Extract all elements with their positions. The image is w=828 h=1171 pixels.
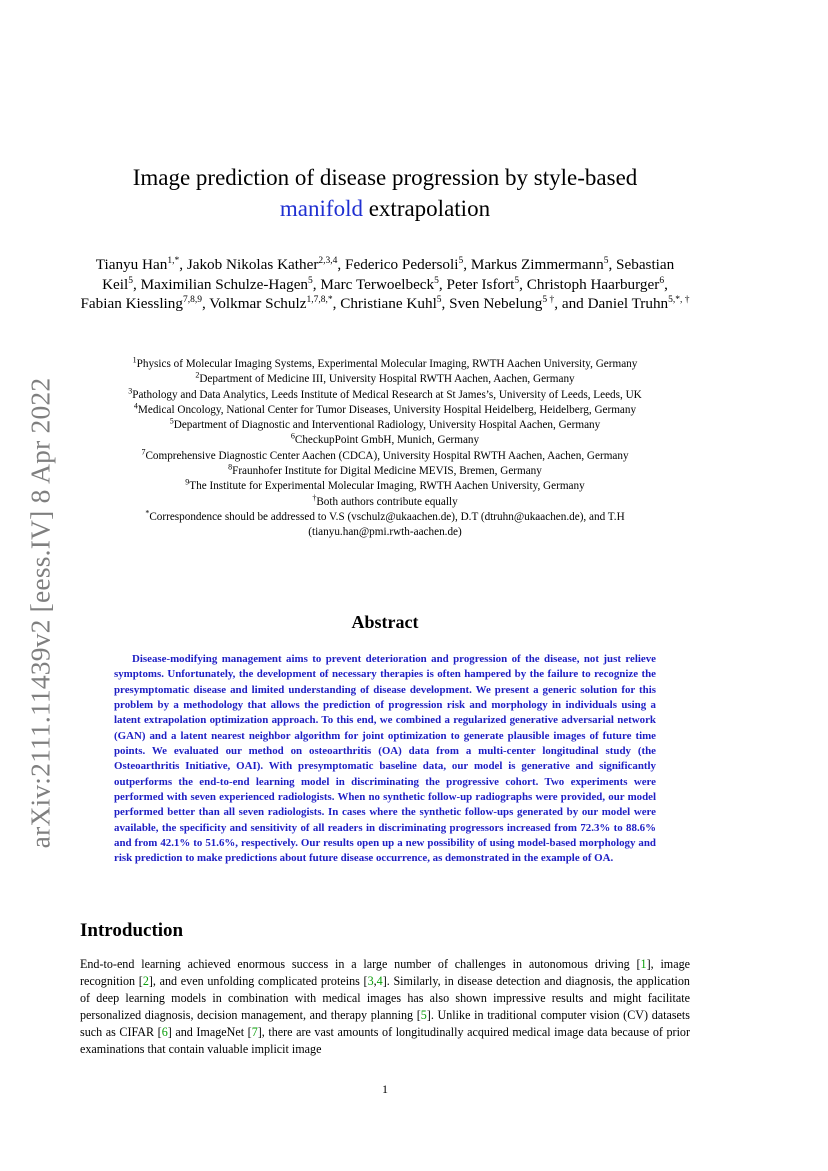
affiliation-text: Pathology and Data Analytics, Leeds Institute of Medical Research at St James’s, University of Leeds, Leeds, UK — [132, 388, 642, 401]
introduction-heading: Introduction — [80, 920, 184, 941]
author-affiliation-mark: 5 — [514, 275, 520, 286]
introduction-text: ] and ImageNet [ — [167, 1025, 252, 1040]
author-name: Daniel Truhn — [587, 295, 669, 313]
arxiv-stamp — [16, 368, 64, 858]
author-list — [80, 255, 690, 314]
author-name: Christiane Kuhl — [340, 295, 437, 313]
author-name: Markus Zimmermann — [470, 256, 604, 273]
author-affiliation-mark: 1,* — [167, 255, 180, 266]
author-affiliation-mark: 5 — [308, 275, 313, 286]
affiliation-line — [80, 479, 690, 494]
author-name: Sven Nebelung — [449, 295, 543, 313]
citation-link[interactable]: 7 — [251, 1025, 258, 1040]
page-number: 1 — [382, 1082, 388, 1096]
author-affiliation-mark: 7,8,9 — [182, 295, 202, 306]
introduction-text: ], there are vast amounts of longitudinally acquired medical image data because of prior examinations that contain valuable implicit image — [80, 1025, 691, 1057]
affiliation-mark: 2 — [195, 370, 200, 380]
abstract-heading: Abstract — [351, 612, 419, 632]
correspondence-line — [80, 510, 690, 525]
author-separator: , — [441, 295, 450, 313]
citation-link[interactable]: 5 — [420, 1008, 427, 1023]
introduction-text: ], and even unfolding complicated proteins [ — [148, 974, 368, 989]
author-name: Fabian Kiessling — [80, 295, 183, 313]
affiliation-mark: 4 — [133, 401, 138, 411]
affiliation-line — [80, 492, 690, 510]
author-separator: , — [312, 275, 321, 293]
correspondence-text: Correspondence should be addressed to V.S (vschulz@ukaachen.de), D.T (dtruhn@ukaachen.de), and T.H — [149, 510, 625, 523]
affiliation-text: Physics of Molecular Imaging Systems, Experimental Molecular Imaging, RWTH Aachen University, Germany — [136, 358, 638, 370]
affiliation-entries — [80, 357, 690, 510]
affiliation-line — [80, 385, 690, 403]
affiliation-mark: † — [312, 492, 317, 502]
author-separator: , — [332, 295, 341, 313]
introduction-text: ]. Unlike in traditional computer vision (CV) datasets such as CIFAR [ — [80, 1008, 690, 1040]
author-affiliation-mark: 2,3,4 — [318, 255, 338, 266]
author-separator: , — [463, 256, 471, 273]
affiliation-line — [80, 433, 690, 448]
introduction-text: End-to-end learning achieved enormous success in a large number of challenges in autonomous driving [ — [80, 957, 641, 971]
author-name: Marc Terwoelbeck — [320, 275, 435, 293]
affiliation-mark: 8 — [228, 462, 233, 472]
affiliation-text: The Institute for Experimental Molecular Imaging, RWTH Aachen University, Germany — [189, 480, 585, 493]
title-line-2-rest: extrapolation — [368, 196, 491, 221]
affiliation-text: CheckupPoint GmbH, Munich, Germany — [294, 434, 480, 447]
citation-link[interactable]: 2 — [142, 974, 149, 989]
arxiv-identifier: arXiv:2111.11439v2 [eess.IV] 8 Apr 2022 — [24, 377, 56, 849]
title-line-2 — [80, 193, 690, 224]
correspondence-email-line: (tianyu.han@pmi.rwth-aachen.de) — [308, 526, 462, 539]
citation-link[interactable]: 6 — [161, 1025, 168, 1040]
introduction-text: , — [373, 974, 377, 989]
author-separator: , — [608, 256, 617, 273]
author-affiliation-mark: 5 † — [542, 295, 555, 306]
introduction-paragraph — [80, 956, 690, 1059]
author-affiliation-mark: 5 — [128, 275, 133, 286]
affiliation-line — [80, 418, 690, 433]
affiliation-mark: 9 — [185, 477, 190, 487]
citation-link[interactable]: 4 — [376, 974, 383, 989]
paper-title — [80, 162, 690, 224]
affiliation-mark: 1 — [132, 355, 137, 365]
author-separator: , — [337, 256, 345, 273]
abstract-text: Disease-modifying management aims to prevent deterioration and progression of the disease, not just relieve symptoms. Unfortunately, the development of necessary therapies is often hampered by the failure to recognize the presymptomatic disease and limited understanding of disease development. We present a generic solution for this problem by a methodology that allows the prediction of progression risk and morphology in individuals using a latent extrapolation optimization approach. To this end, we combined a regularized generative adversarial network (GAN) and a latent nearest neighbor algorithm for joint optimization to generate plausible images of future time points. We evaluated our method on osteoarthritis (OA) data from a multi-center longitudinal study (the Osteoarthritis Initiative, OAI). With presymptomatic baseline data, our model is generative and significantly outperforms the end-to-end learning model in discriminating the progressive cohort. Two experiments were performed with seven experienced radiologists. When no synthetic follow-up radiographs were provided, our model performed better than all seven radiologists. In cases where the synthetic follow-ups generated by our model were available, the specificity and sensitivity of all readers in discriminating progressors increased from 72.3% to 88.6% and from 42.1% to 51.6%, respectively. Our results open up a new possibility of using model-based morphology and risk prediction to make predictions about future disease occurrence, as demonstrated in the example of OA. — [114, 653, 656, 865]
author-name: Sebastian Keil — [102, 256, 675, 293]
introduction-text: ], image recognition [ — [80, 957, 691, 989]
author-separator: , — [179, 256, 187, 273]
affiliation-mark: 6 — [290, 431, 295, 441]
affiliation-mark: 5 — [169, 416, 174, 426]
author-affiliation-mark: 5,*, † — [668, 295, 690, 306]
author-affiliation-mark: 5 — [436, 295, 442, 306]
author-name: Peter Isfort — [446, 275, 515, 293]
author-affiliation-mark: 6 — [659, 275, 665, 286]
author-affiliation-mark: 1,7,8,* — [306, 295, 333, 306]
author-affiliation-mark: 5 — [434, 275, 439, 286]
author-separator: , — [438, 275, 447, 293]
author-separator: , — [201, 295, 210, 313]
affiliation-mark: 7 — [141, 447, 146, 457]
correspondence-mark: * — [145, 508, 150, 518]
author-name: Volkmar Schulz — [209, 295, 307, 313]
affiliation-text: Medical Oncology, National Center for Tumor Diseases, University Hospital Heidelberg, Heidelberg, Germany — [137, 403, 637, 416]
affiliation-text: Department of Diagnostic and Interventional Radiology, University Hospital Aachen, Germany — [173, 419, 601, 432]
author-name: Christoph Haarburger — [526, 275, 660, 293]
citation-link[interactable]: 1 — [640, 957, 647, 971]
author-affiliation-mark: 5 — [458, 255, 464, 266]
author-separator: , — [664, 275, 668, 293]
affiliation-line — [80, 357, 690, 372]
citation-link[interactable]: 3 — [367, 974, 374, 989]
affiliation-list — [80, 357, 690, 541]
affiliation-text: Both authors contribute equally — [316, 495, 458, 508]
author-separator: , — [519, 275, 527, 293]
author-name: Maximilian Schulze-Hagen — [140, 275, 309, 293]
affiliation-text: Fraunhofer Institute for Digital Medicine MEVIS, Bremen, Germany — [232, 465, 542, 478]
author-separator: , and — [554, 295, 588, 313]
affiliation-line — [80, 449, 690, 464]
introduction-text: ]. Similarly, in disease detection and diagnosis, the application of deep learning models in combination with medical images has also shown impressive results and might facilitate personalized diagnosis, decision management, and therapy planning [ — [80, 974, 690, 1023]
title-link-manifold[interactable]: manifold — [279, 196, 363, 221]
affiliation-mark: 3 — [128, 385, 133, 395]
author-name: Jakob Nikolas Kather — [186, 256, 319, 273]
affiliation-line — [80, 372, 690, 387]
author-affiliation-mark: 5 — [603, 255, 609, 266]
affiliation-line — [80, 464, 690, 479]
affiliation-text: Comprehensive Diagnostic Center Aachen (CDCA), University Hospital RWTH Aachen, Aachen, Germany — [145, 449, 629, 462]
author-name: Federico Pedersoli — [345, 256, 459, 273]
author-name: Tianyu Han — [95, 256, 168, 273]
author-separator: , — [133, 275, 141, 293]
title-line-1: Image prediction of disease progression by style-based — [132, 165, 638, 190]
affiliation-text: Department of Medicine III, University Hospital RWTH Aachen, Aachen, Germany — [199, 373, 575, 386]
